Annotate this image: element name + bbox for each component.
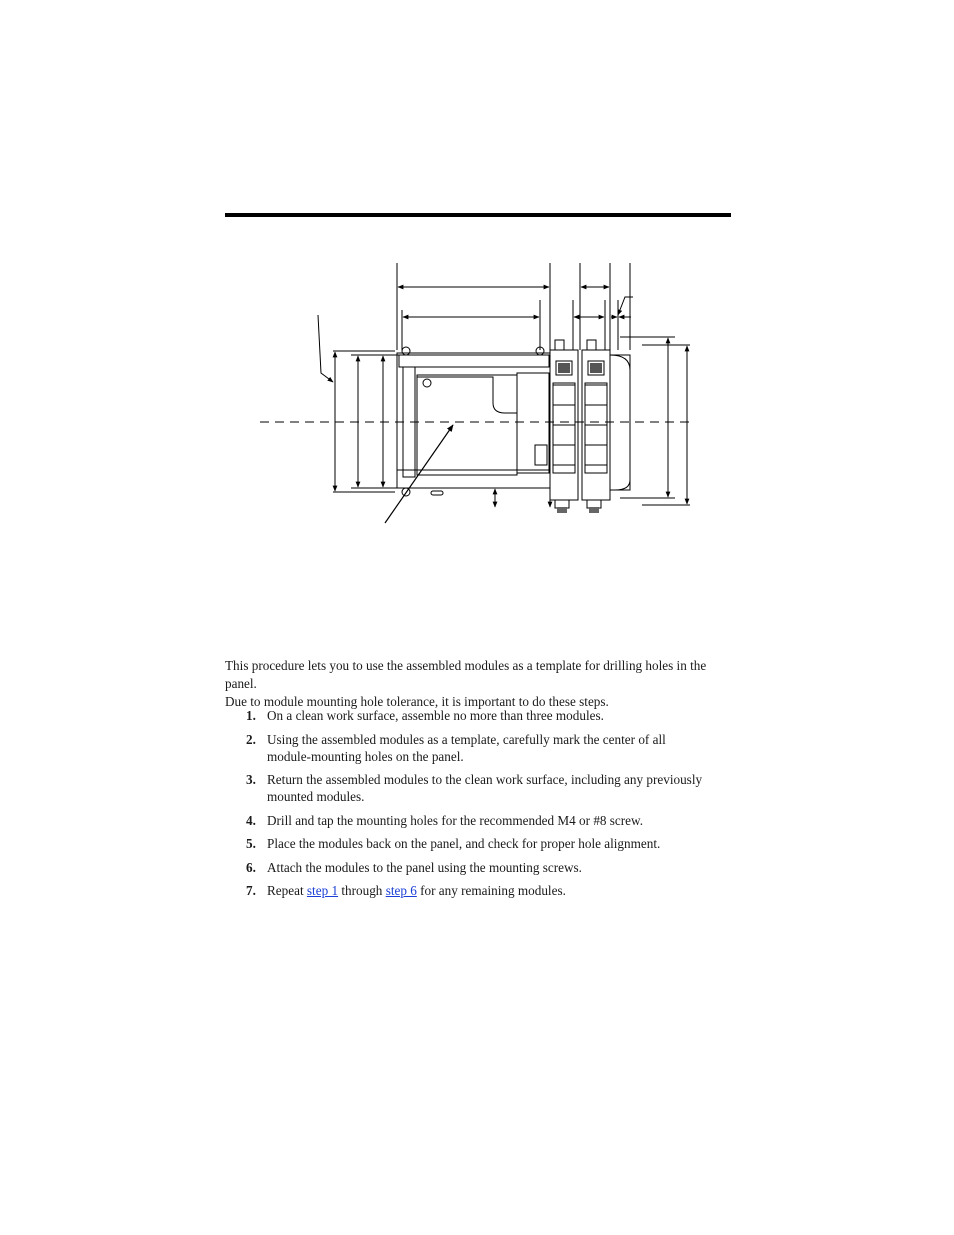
step-text: Attach the modules to the panel using the mounting screws. [267, 859, 582, 875]
intro-line-2: Due to module mounting hole tolerance, it is important to do these steps. [225, 694, 609, 709]
procedure-steps [225, 707, 735, 906]
step-number: 1. [246, 708, 256, 723]
step-text: through [338, 883, 386, 898]
intro-line-1: This procedure lets you to use the assembled modules as a template for drilling holes in the panel. [225, 658, 707, 691]
step-6-link[interactable]: step 6 [385, 883, 417, 898]
step-4 [225, 812, 735, 829]
intro-paragraph [225, 657, 735, 711]
step-text: Return the assembled modules to the clean work surface, including any previously [267, 772, 703, 787]
step-number: 6. [246, 859, 256, 875]
step-number: 7. [246, 883, 256, 898]
section-rule [225, 213, 731, 217]
step-1 [225, 707, 735, 724]
step-5 [225, 835, 735, 852]
step-text-cont: mounted modules. [267, 789, 365, 804]
step-text: Drill and tap the mounting holes for the recommended M4 or #8 screw. [267, 812, 643, 828]
step-text: Using the assembled modules as a template, carefully mark the center of all [267, 731, 666, 747]
step-number: 5. [246, 836, 256, 851]
step-number: 3. [246, 772, 256, 787]
step-text: Repeat [267, 883, 307, 898]
step-number: 4. [246, 812, 256, 828]
step-2 [225, 731, 735, 765]
step-6 [225, 859, 735, 876]
step-3 [225, 771, 735, 805]
step-1-link[interactable]: step 1 [306, 883, 339, 898]
step-number: 2. [246, 731, 256, 747]
step-7 [225, 882, 735, 899]
mounting-dimensions-figure [255, 255, 705, 545]
mounting-drawing [255, 255, 705, 545]
step-text: On a clean work surface, assemble no more than three modules. [267, 708, 604, 723]
step-text: Place the modules back on the panel, and check for proper hole alignment. [267, 836, 661, 851]
step-text: for any remaining modules. [416, 883, 566, 898]
step-text-cont: module-mounting holes on the panel. [267, 748, 464, 764]
